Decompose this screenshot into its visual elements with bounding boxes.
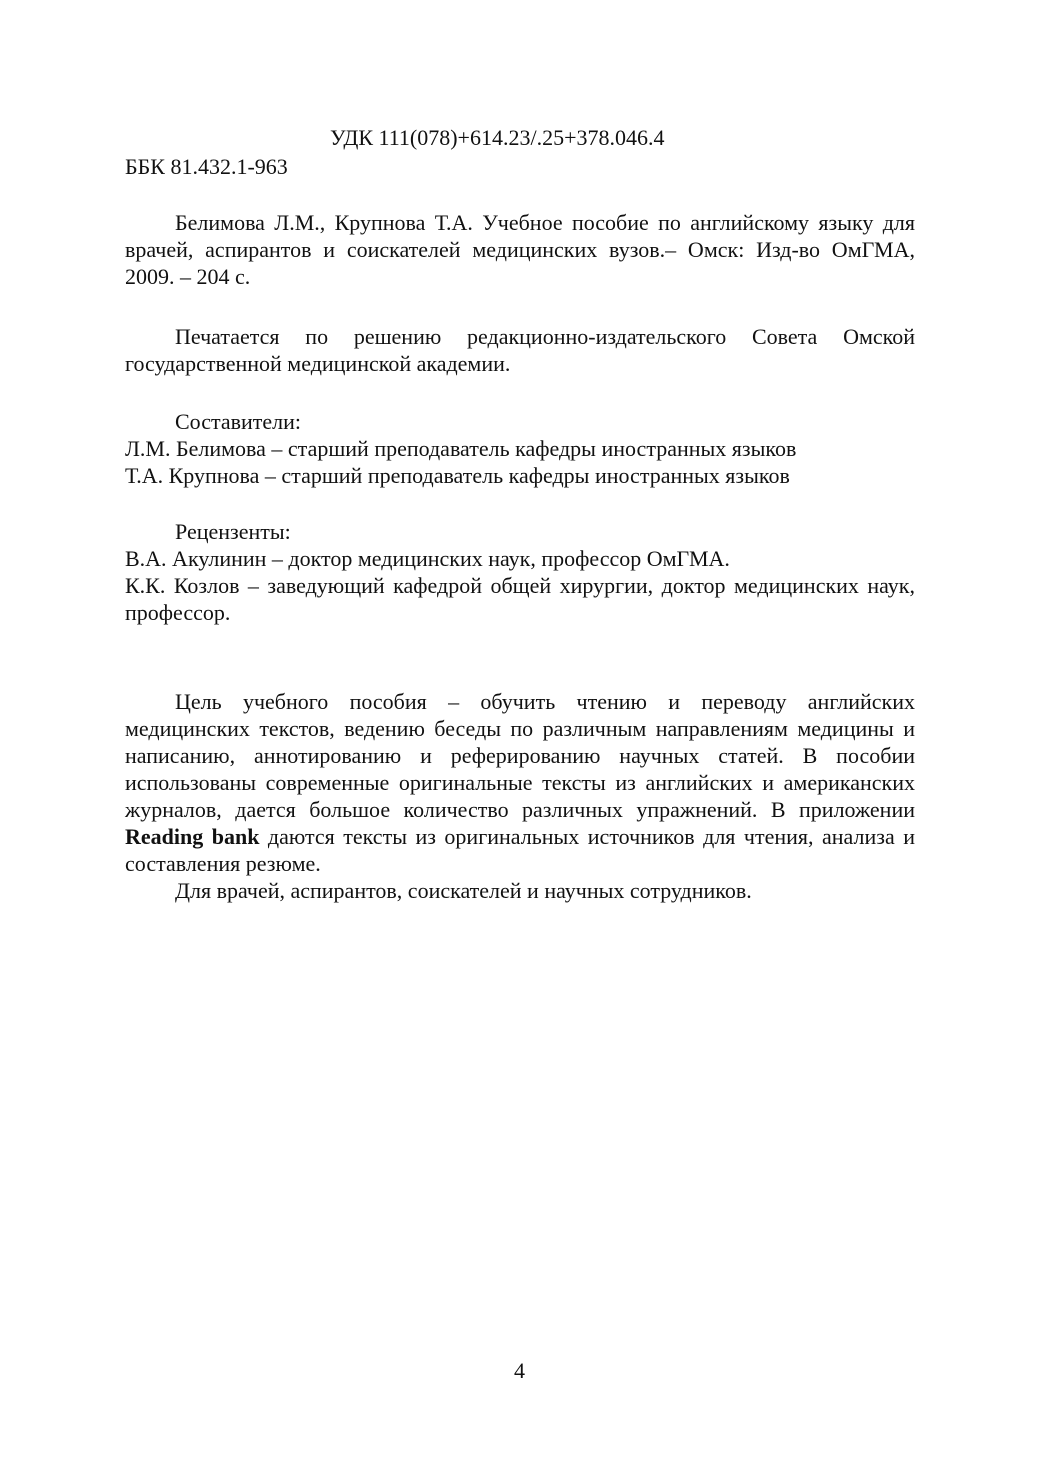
abstract-text (125, 688, 915, 877)
compilers-block (125, 408, 915, 489)
bbk-code: ББК 81.432.1-963 (125, 154, 288, 179)
reviewer-item: К.К. Козлов – заведующий кафедрой общей хирургии, доктор медицинских наук, профессор. (125, 573, 915, 625)
udk-code: УДК 111(078)+614.23/.25+378.046.4 (330, 125, 665, 150)
reviewers-heading: Рецензенты: (175, 519, 291, 544)
abstract-text-start: Цель учебного пособия – обучить чтению и переводу английских медицинских текстов, ведению беседы по различным направлениям медицины и написанию, аннотированию и реферированию научных статей. В пособии использованы современные оригинальные тексты из английских и американских журналов, дается большое количество различных упражнений. В приложении (125, 689, 915, 822)
abstract-text-end: даются тексты из оригинальных источников для чтения, анализа и составления резюме. (125, 824, 915, 876)
reviewer-item: В.А. Акулинин – доктор медицинских наук, профессор ОмГМА. (125, 546, 730, 571)
citation-block (125, 209, 915, 290)
reading-bank-term: Reading bank (125, 824, 260, 849)
compiler-item: Т.А. Крупнова – старший преподаватель кафедры иностранных языков (125, 463, 790, 488)
reviewers-block (125, 518, 915, 626)
approval-block (125, 323, 915, 377)
page-number: 4 (514, 1358, 525, 1383)
audience-text: Для врачей, аспирантов, соискателей и научных сотрудников. (175, 878, 752, 903)
compiler-item: Л.М. Белимова – старший преподаватель кафедры иностранных языков (125, 436, 797, 461)
compilers-heading: Составители: (175, 409, 302, 434)
abstract-block (125, 688, 915, 904)
citation-text: Белимова Л.М., Крупнова Т.А. Учебное пособие по английскому языку для врачей, аспирантов и соискателей медицинских вузов.– Омск: Изд-во ОмГМА, 2009. – 204 с. (125, 210, 915, 289)
approval-text: Печатается по решению редакционно-издательского Совета Омской государственной медицинской академии. (125, 324, 915, 376)
